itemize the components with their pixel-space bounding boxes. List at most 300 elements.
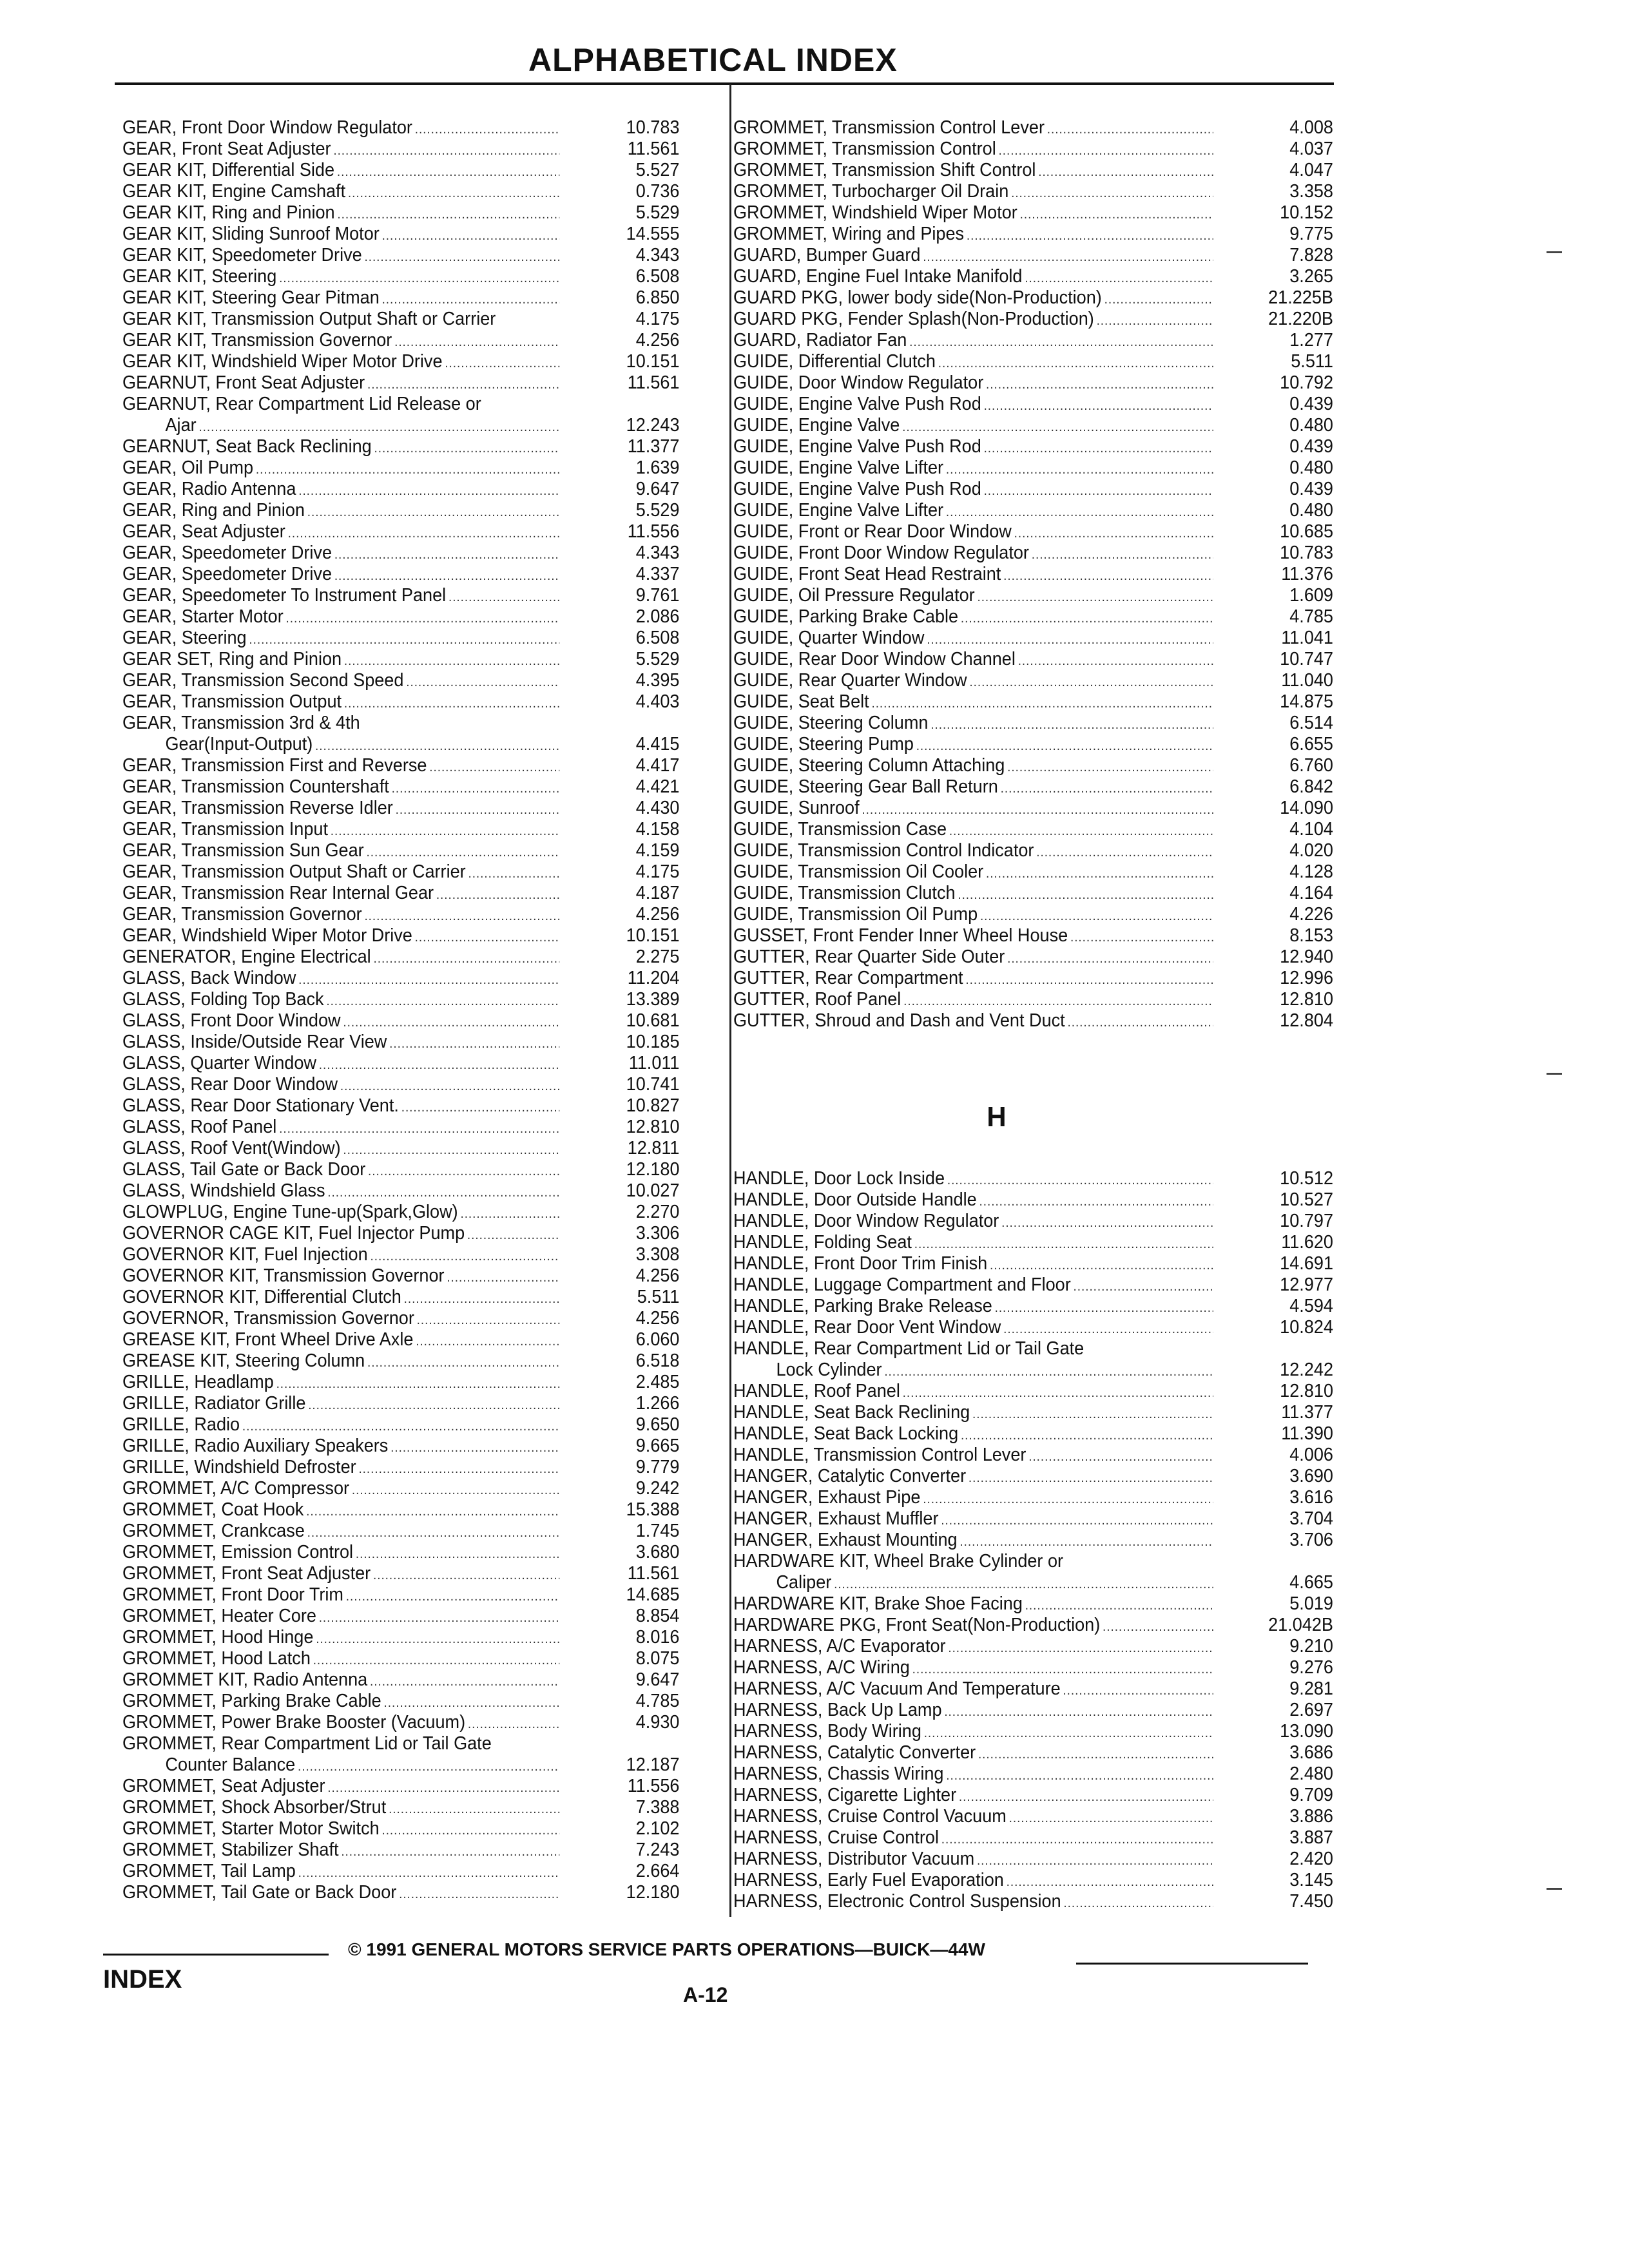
leader-dots — [319, 1606, 560, 1629]
leader-dots — [315, 734, 559, 757]
index-entry — [122, 1797, 680, 1818]
index-entry-page: 11.561 — [627, 1563, 680, 1584]
index-entry — [733, 1010, 1333, 1032]
index-entry — [733, 734, 1333, 755]
index-entry — [122, 1521, 680, 1542]
index-entry-name: HARNESS, Electronic Control Suspension — [733, 1891, 1061, 1912]
index-entry-name: GUIDE, Seat Belt — [733, 691, 869, 712]
index-entry-name: HANDLE, Rear Door Vent Window — [733, 1317, 1001, 1338]
index-entry-name: GEAR, Oil Pump — [122, 457, 254, 478]
index-entry-name: GLASS, Rear Door Window — [122, 1074, 338, 1095]
leader-dots — [279, 1117, 559, 1140]
index-entry-page: 4.395 — [635, 670, 680, 691]
leader-dots — [448, 585, 559, 608]
index-entry-name: GEAR, Steering — [122, 628, 247, 648]
leader-dots — [389, 1032, 559, 1055]
leader-dots — [279, 266, 559, 289]
index-entry-name: GROMMET, Coat Hook — [122, 1499, 304, 1520]
index-entry-page: 12.180 — [626, 1159, 680, 1180]
index-entry-page: 4.128 — [1289, 861, 1333, 882]
index-entry — [122, 139, 680, 160]
leader-dots — [364, 245, 559, 268]
index-entry-page: 5.529 — [635, 500, 680, 521]
index-entry — [733, 1870, 1333, 1891]
index-entry-name: GEAR, Transmission 3rd & 4th — [122, 713, 360, 733]
index-entry — [122, 649, 680, 670]
index-entry-name: HANDLE, Door Window Regulator — [733, 1211, 999, 1231]
index-entry-page: 2.086 — [635, 606, 680, 627]
index-entry-page: 4.415 — [635, 734, 680, 754]
index-entry-name: GUSSET, Front Fender Inner Wheel House — [733, 925, 1068, 946]
index-entry — [733, 883, 1333, 904]
leader-dots — [416, 1329, 559, 1352]
leader-dots — [406, 670, 559, 693]
leader-dots — [242, 1414, 559, 1437]
index-entry — [733, 1253, 1333, 1274]
index-entry-page: 3.886 — [1289, 1806, 1333, 1827]
index-entry-name: Gear(Input-Output) — [165, 734, 313, 754]
index-entry — [122, 160, 680, 181]
index-entry-page: 11.390 — [1281, 1423, 1333, 1444]
index-entry-name: GEAR SET, Ring and Pinion — [122, 649, 342, 669]
index-entry-name: Caliper — [776, 1572, 832, 1593]
leader-dots — [341, 1840, 559, 1863]
index-entry — [122, 904, 680, 925]
index-entry-page: 4.187 — [635, 883, 680, 903]
index-entry — [733, 117, 1333, 139]
index-entry — [733, 947, 1333, 968]
index-entry-name: HANDLE, Rear Compartment Lid or Tail Gate — [733, 1338, 1084, 1359]
index-entry — [733, 1274, 1333, 1296]
index-entry-name: GLASS, Roof Panel — [122, 1117, 277, 1137]
index-entry — [733, 564, 1333, 585]
index-entry-page: 10.827 — [626, 1095, 680, 1116]
leader-dots — [298, 1861, 560, 1884]
index-entry — [122, 1074, 680, 1095]
index-entry-page: 11.561 — [627, 139, 680, 159]
index-entry-page: 4.164 — [1289, 883, 1333, 903]
index-entry — [733, 351, 1333, 372]
index-entry — [733, 989, 1333, 1010]
leader-dots — [999, 139, 1213, 162]
leader-dots — [276, 1372, 560, 1395]
leader-dots — [903, 1381, 1213, 1404]
index-entry — [122, 500, 680, 521]
index-entry-name: HANDLE, Roof Panel — [733, 1381, 900, 1401]
index-entry — [733, 1487, 1333, 1508]
index-entry-page: 11.040 — [1281, 670, 1333, 691]
footer-copyright: © 1991 GENERAL MOTORS SERVICE PARTS OPERATIONS—BUICK—44W — [348, 1939, 985, 1959]
index-entry — [733, 1615, 1333, 1636]
index-entry-name: GLASS, Quarter Window — [122, 1053, 316, 1073]
index-entry-page: 0.439 — [1289, 436, 1333, 457]
index-entry — [122, 224, 680, 245]
index-entry-name: GOVERNOR, Transmission Governor — [122, 1308, 414, 1329]
leader-dots — [1103, 1615, 1213, 1638]
index-entry-page: 13.090 — [1280, 1721, 1333, 1742]
index-entry-name: GEAR, Speedometer Drive — [122, 543, 333, 563]
index-entry-name: GUIDE, Rear Door Window Channel — [733, 649, 1016, 669]
leader-dots — [909, 330, 1213, 353]
index-entry-name: HANGER, Exhaust Pipe — [733, 1487, 921, 1508]
index-entry — [122, 1329, 680, 1350]
index-entry — [733, 457, 1333, 479]
index-entry — [733, 968, 1333, 989]
index-entry — [122, 564, 680, 585]
index-entry — [733, 776, 1333, 798]
leader-dots — [927, 628, 1213, 651]
index-entry-page: 4.175 — [635, 861, 680, 882]
index-entry-name: GUIDE, Engine Valve Lifter — [733, 457, 944, 478]
index-entry — [122, 1414, 680, 1436]
index-entry — [122, 1159, 680, 1180]
index-entry-name: GROMMET, Transmission Shift Control — [733, 160, 1036, 180]
leader-dots — [924, 1721, 1213, 1744]
leader-dots — [417, 1308, 560, 1331]
index-entry-name: HANDLE, Seat Back Locking — [733, 1423, 959, 1444]
index-entry — [122, 266, 680, 287]
index-entry — [122, 1265, 680, 1287]
index-entry-page: 2.270 — [635, 1202, 680, 1222]
index-entry-page: 11.204 — [627, 968, 680, 988]
leader-dots — [356, 1542, 559, 1565]
index-entry — [122, 628, 680, 649]
index-entry-name: HARNESS, Early Fuel Evaporation — [733, 1870, 1004, 1890]
index-entry-page: 4.403 — [635, 691, 680, 712]
index-entry-page: 21.220B — [1268, 309, 1333, 329]
index-entry-page: 8.854 — [635, 1606, 680, 1626]
index-entry-name: GUARD PKG, Fender Splash(Non-Production) — [733, 309, 1094, 329]
index-entry — [733, 1785, 1333, 1806]
index-entry — [733, 670, 1333, 691]
index-entry-name: GOVERNOR KIT, Differential Clutch — [122, 1287, 401, 1307]
index-entry — [122, 1606, 680, 1627]
leader-dots — [944, 1700, 1213, 1723]
index-entry — [122, 1180, 680, 1202]
leader-dots — [374, 436, 560, 459]
index-entry-name: HARNESS, Catalytic Converter — [733, 1742, 976, 1763]
leader-dots — [382, 224, 560, 247]
index-entry — [122, 1627, 680, 1648]
index-entry-name: GUTTER, Roof Panel — [733, 989, 901, 1010]
leader-dots — [972, 1402, 1213, 1425]
index-entry-name: GEAR, Transmission Rear Internal Gear — [122, 883, 434, 903]
index-entry-page: 4.158 — [635, 819, 680, 840]
index-entry — [733, 436, 1333, 457]
leader-dots — [914, 1232, 1213, 1255]
leader-dots — [327, 1180, 559, 1204]
leader-dots — [306, 1499, 559, 1523]
leader-dots — [404, 1287, 560, 1310]
index-entry-page: 10.741 — [626, 1074, 680, 1095]
index-entry — [122, 819, 680, 840]
leader-dots — [1003, 564, 1213, 587]
index-entry — [733, 1700, 1333, 1721]
index-entry-name: GROMMET, Power Brake Booster (Vacuum) — [122, 1712, 466, 1733]
index-entry — [122, 1223, 680, 1244]
leader-dots — [313, 1648, 560, 1671]
index-entry-page: 8.075 — [635, 1648, 680, 1669]
index-entry-page: 0.480 — [1289, 415, 1333, 436]
index-entry — [122, 1861, 680, 1882]
index-entry-name: GEAR, Transmission Reverse Idler — [122, 798, 393, 818]
index-entry — [122, 372, 680, 394]
index-entry-page: 9.242 — [635, 1478, 680, 1499]
index-entry-name: GROMMET, Hood Latch — [122, 1648, 311, 1669]
index-entry-name: GEAR, Transmission Output Shaft or Carrier — [122, 861, 466, 882]
index-entry-page: 3.680 — [635, 1542, 680, 1562]
index-entry-name: GEAR KIT, Transmission Output Shaft or Carrier — [122, 309, 496, 329]
index-entry-name: GUARD PKG, lower body side(Non-Production) — [733, 287, 1102, 308]
index-entry-name: GUIDE, Front Door Window Regulator — [733, 543, 1029, 563]
leader-dots — [1009, 1806, 1213, 1829]
index-entry — [733, 585, 1333, 606]
index-entry-name: HARNESS, Cigarette Lighter — [733, 1785, 957, 1805]
leader-dots — [984, 479, 1213, 502]
leader-dots — [390, 1436, 559, 1459]
leader-dots — [1025, 1593, 1213, 1617]
leader-dots — [946, 457, 1213, 481]
index-entry — [733, 861, 1333, 883]
index-entry — [122, 521, 680, 543]
leader-dots — [984, 394, 1213, 417]
index-entry — [733, 1296, 1333, 1317]
index-entry-page: 10.792 — [1280, 372, 1333, 393]
index-entry-name: HANDLE, Front Door Trim Finish — [733, 1253, 988, 1274]
index-entry-page: 7.450 — [1289, 1891, 1333, 1912]
index-entry-name: GEAR KIT, Steering Gear Pitman — [122, 287, 380, 308]
index-entry-page: 21.225B — [1268, 287, 1333, 308]
index-entry-page: 2.275 — [635, 947, 680, 967]
index-entry-page: 10.797 — [1280, 1211, 1333, 1231]
index-entry — [122, 1691, 680, 1712]
index-entry-name: GROMMET, Windshield Wiper Motor — [733, 202, 1017, 223]
index-entry — [733, 1423, 1333, 1445]
leader-dots — [308, 1393, 559, 1416]
page-title: ALPHABETICAL INDEX — [528, 42, 898, 78]
index-entry — [733, 1317, 1333, 1338]
leader-dots — [382, 287, 560, 311]
leader-dots — [990, 1253, 1213, 1276]
index-entry-name: GUIDE, Front or Rear Door Window — [733, 521, 1012, 542]
index-entry-name: GEAR KIT, Windshield Wiper Motor Drive — [122, 351, 443, 372]
leader-dots — [1028, 1445, 1213, 1468]
index-entry-name: HANDLE, Folding Seat — [733, 1232, 912, 1253]
index-entry-name: GEARNUT, Rear Compartment Lid Release or — [122, 394, 481, 414]
section-letter-h: H — [987, 1100, 1007, 1133]
index-entry — [733, 543, 1333, 564]
index-entry-name: GEAR KIT, Speedometer Drive — [122, 245, 362, 265]
index-entry-name: GEARNUT, Front Seat Adjuster — [122, 372, 365, 393]
index-entry-page: 10.152 — [1280, 202, 1333, 223]
index-entry — [122, 713, 680, 734]
index-entry-page: 4.256 — [635, 1308, 680, 1329]
index-entry-name: GUIDE, Engine Valve Push Rod — [733, 394, 981, 414]
leader-dots — [298, 968, 559, 991]
index-entry-name: HARNESS, A/C Vacuum And Temperature — [733, 1678, 1061, 1699]
index-entry-page: 5.511 — [637, 1287, 680, 1307]
index-entry — [733, 606, 1333, 628]
index-entry — [733, 139, 1333, 160]
index-entry — [733, 840, 1333, 861]
index-entry-name: GROMMET, Transmission Control Lever — [733, 117, 1045, 138]
index-entry — [733, 1721, 1333, 1742]
index-entry-page: 14.875 — [1280, 691, 1333, 712]
index-entry-page: 12.977 — [1280, 1274, 1333, 1295]
index-entry-page: 11.376 — [1281, 564, 1333, 584]
index-entry-page: 14.691 — [1280, 1253, 1333, 1274]
index-entry — [733, 160, 1333, 181]
footer-rule-right — [1076, 1963, 1308, 1965]
index-entry-name: GUIDE, Steering Gear Ball Return — [733, 776, 998, 797]
index-entry — [122, 202, 680, 224]
index-entry-page: 6.508 — [635, 628, 680, 648]
index-entry-name: GEAR KIT, Transmission Governor — [122, 330, 392, 351]
index-entry-name: GROMMET, Front Door Trim — [122, 1584, 343, 1605]
index-entry — [122, 1882, 680, 1903]
index-entry-page: 1.639 — [635, 457, 680, 478]
index-entry-page: 4.665 — [1289, 1572, 1333, 1593]
index-entry-name: HANDLE, Parking Brake Release — [733, 1296, 992, 1316]
index-entry — [122, 734, 680, 755]
index-entry-page: 4.256 — [635, 330, 680, 351]
leader-dots — [358, 1457, 559, 1480]
index-entry-name: GEAR, Transmission Sun Gear — [122, 840, 364, 861]
index-entry-name: GUIDE, Engine Valve Push Rod — [733, 479, 981, 499]
index-entry-name: GOVERNOR KIT, Transmission Governor — [122, 1265, 445, 1286]
index-entry — [733, 1402, 1333, 1423]
index-entry — [122, 309, 680, 330]
index-entry — [733, 649, 1333, 670]
index-entry — [733, 1572, 1333, 1593]
leader-dots — [969, 1466, 1213, 1489]
leader-dots — [1063, 1891, 1213, 1914]
index-entry-page: 11.561 — [627, 372, 680, 393]
leader-dots — [965, 968, 1213, 991]
leader-dots — [447, 1265, 559, 1289]
index-entry — [122, 1393, 680, 1414]
index-entry-name: Ajar — [165, 415, 197, 436]
index-entry-page: 6.508 — [635, 266, 680, 287]
leader-dots — [429, 755, 559, 778]
section-spacer — [733, 1149, 1333, 1168]
index-entry-page: 4.175 — [635, 309, 680, 329]
index-entry-name: HARDWARE PKG, Front Seat(Non-Production) — [733, 1615, 1101, 1635]
index-entry — [733, 713, 1333, 734]
index-entry — [733, 394, 1333, 415]
index-entry-name: GEAR, Front Door Window Regulator — [122, 117, 412, 138]
index-entry — [122, 1308, 680, 1329]
index-entry — [122, 543, 680, 564]
index-entry-name: GOVERNOR KIT, Fuel Injection — [122, 1244, 368, 1265]
index-entry-page: 4.785 — [1289, 606, 1333, 627]
index-entry-page: 9.779 — [635, 1457, 680, 1477]
leader-dots — [948, 1636, 1213, 1659]
index-entry — [733, 1360, 1333, 1381]
index-entry-page: 14.090 — [1280, 798, 1333, 818]
index-entry-name: HANDLE, Luggage Compartment and Floor — [733, 1274, 1071, 1295]
index-entry-name: Counter Balance — [165, 1754, 296, 1775]
index-entry-page: 10.824 — [1280, 1317, 1333, 1338]
leader-dots — [415, 925, 560, 948]
index-entry-page: 0.439 — [1289, 394, 1333, 414]
index-entry — [733, 1742, 1333, 1763]
index-entry — [733, 1189, 1333, 1211]
index-entry-name: GEAR, Transmission Second Speed — [122, 670, 404, 691]
index-entry-name: GUIDE, Door Window Regulator — [733, 372, 984, 393]
index-entry — [122, 691, 680, 713]
index-entry-name: GUIDE, Differential Clutch — [733, 351, 936, 372]
index-entry-page: 6.760 — [1289, 755, 1333, 776]
index-entry — [122, 1095, 680, 1117]
margin-mark — [1547, 1888, 1562, 1890]
index-entry-page: 12.180 — [626, 1882, 680, 1903]
index-entry-name: GEAR KIT, Steering — [122, 266, 277, 287]
index-entry-page: 4.006 — [1289, 1445, 1333, 1465]
index-entry-name: GROMMET, Emission Control — [122, 1542, 354, 1562]
index-entry-page: 12.187 — [626, 1754, 680, 1775]
index-entry — [733, 266, 1333, 287]
index-entry-page: 5.529 — [635, 202, 680, 223]
index-entry-name: GROMMET, Crankcase — [122, 1521, 305, 1541]
index-entry-page: 6.655 — [1289, 734, 1333, 754]
index-entry-page: 3.686 — [1289, 1742, 1333, 1763]
index-entry — [122, 117, 680, 139]
index-entry-page: 10.783 — [1280, 543, 1333, 563]
index-entry — [122, 1733, 680, 1754]
leader-dots — [373, 1563, 559, 1586]
leader-dots — [374, 947, 560, 970]
index-entry-page: 4.930 — [635, 1712, 680, 1733]
leader-dots — [946, 1763, 1213, 1787]
index-entry-page: 11.556 — [627, 1776, 680, 1796]
index-entry-page: 0.480 — [1289, 500, 1333, 521]
index-entry — [733, 372, 1333, 394]
leader-dots — [1074, 1274, 1213, 1298]
index-entry-name: GLASS, Roof Vent(Window) — [122, 1138, 341, 1158]
index-entry-page: 1.266 — [635, 1393, 680, 1414]
leader-dots — [337, 160, 559, 183]
index-entry-name: GUARD, Radiator Fan — [733, 330, 907, 351]
index-entry-page: 5.527 — [635, 160, 680, 180]
index-entry-name: GROMMET, Stabilizer Shaft — [122, 1840, 339, 1860]
leader-dots — [1007, 1870, 1213, 1893]
leader-dots — [286, 606, 560, 629]
leader-dots — [923, 1487, 1213, 1510]
index-entry — [122, 1372, 680, 1393]
index-entry-page: 3.308 — [635, 1244, 680, 1265]
index-entry-page: 3.706 — [1289, 1530, 1333, 1550]
index-entry-name: GUIDE, Quarter Window — [733, 628, 925, 648]
leader-dots — [1036, 840, 1213, 863]
index-entry-name: GUTTER, Rear Compartment — [733, 968, 963, 988]
index-entry — [733, 1211, 1333, 1232]
index-entry-name: GROMMET, Shock Absorber/Strut — [122, 1797, 387, 1818]
index-entry-name: GEAR, Transmission Input — [122, 819, 329, 840]
index-entry-name: GRILLE, Radio Auxiliary Speakers — [122, 1436, 389, 1456]
index-entry-page: 11.377 — [1281, 1402, 1333, 1423]
index-entry — [122, 1138, 680, 1159]
section-spacer — [733, 1032, 1333, 1084]
index-entry — [733, 1381, 1333, 1402]
index-entry-page: 3.265 — [1289, 266, 1333, 287]
index-entry-name: HANGER, Exhaust Mounting — [733, 1530, 958, 1550]
index-entry — [122, 1287, 680, 1308]
index-entry-page: 4.159 — [635, 840, 680, 861]
leader-dots — [961, 606, 1213, 629]
index-entry-name: GREASE KIT, Front Wheel Drive Axle — [122, 1329, 414, 1350]
index-entry — [122, 415, 680, 436]
